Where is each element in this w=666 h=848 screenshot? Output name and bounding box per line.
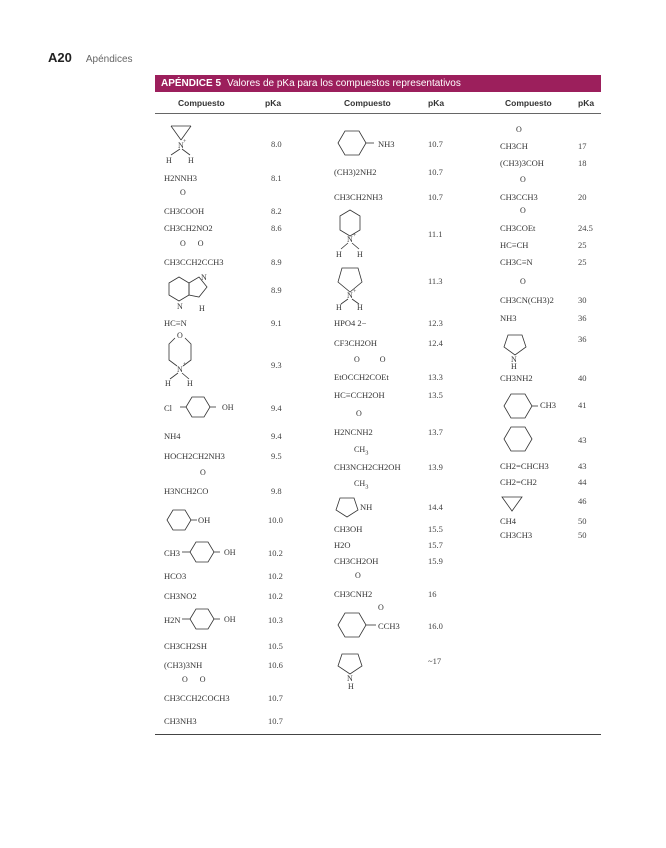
svg-text:+: + — [353, 289, 357, 295]
svg-text:+: + — [353, 233, 357, 239]
table-title-bar — [155, 75, 601, 92]
page-header — [48, 50, 133, 65]
benzene-ring-structure — [180, 394, 214, 420]
compound-formula: HOCH2CH2NH3 — [164, 451, 225, 461]
pka-value: 15.5 — [428, 524, 443, 534]
hydroxyl-label: OH — [224, 548, 236, 557]
pka-value: 13.3 — [428, 372, 443, 382]
svg-text:H: H — [357, 303, 363, 312]
compound-formula: (CH3)2NH2 — [334, 167, 377, 177]
piperidinium-structure — [334, 206, 374, 260]
compound-formula: HC≡CCH2OH — [334, 390, 385, 400]
pka-value: 16 — [428, 589, 437, 599]
pka-value: 13.5 — [428, 390, 443, 400]
svg-text:+: + — [183, 139, 187, 145]
svg-text:N: N — [178, 141, 184, 150]
compound-formula: H2NCNH2 — [334, 427, 373, 437]
pka-value: 15.7 — [428, 540, 443, 550]
carbonyl-oxygen: O — [180, 188, 186, 197]
col3-compound-header: Compuesto — [505, 98, 552, 108]
svg-text:N: N — [347, 291, 353, 300]
svg-text:H: H — [166, 156, 172, 165]
compound-formula: CH3CCH2COCH3 — [164, 693, 230, 703]
svg-text:H: H — [188, 156, 194, 165]
compound-formula: CH2=CHCH3 — [500, 461, 549, 471]
pka-value: 50 — [578, 530, 587, 540]
hydroxyl-label: OH — [198, 515, 211, 525]
pka-value: 46 — [578, 496, 587, 506]
svg-text:H: H — [187, 379, 193, 388]
pka-value: 12.4 — [428, 338, 443, 348]
pka-value: 8.9 — [271, 285, 282, 295]
pka-value: 14.4 — [428, 502, 443, 512]
pka-value: 25 — [578, 257, 587, 267]
methyl-label: $CH_3$ — [354, 479, 369, 491]
compound-formula: CF3CH2OH — [334, 338, 377, 348]
compound-formula: CH3NH3 — [164, 716, 197, 726]
compound-formula: CH2=CH2 — [500, 477, 537, 487]
pyrrole-structure — [334, 648, 366, 691]
benzene-ring-structure — [182, 539, 220, 565]
compound-formula: CH3NO2 — [164, 591, 197, 601]
pka-value: 40 — [578, 373, 587, 383]
carbonyl-oxygen: O O — [354, 355, 386, 364]
cyclohexenol-structure — [163, 507, 199, 533]
compound-formula: CH3CH3 — [500, 530, 533, 540]
pka-value: 30 — [578, 295, 587, 305]
pka-value: 8.2 — [271, 206, 282, 216]
pka-value: 8.0 — [271, 139, 282, 149]
svg-text:N: N — [511, 355, 517, 364]
pka-value: 9.8 — [271, 486, 282, 496]
col2-pka-header: pKa — [428, 98, 445, 108]
carbonyl-oxygen: O — [516, 125, 522, 134]
pka-value: 13.9 — [428, 462, 443, 472]
compound-formula: CH3CCH3 — [500, 192, 538, 202]
compound-formula: H2NNH3 — [164, 173, 198, 183]
carbonyl-oxygen: O O — [182, 675, 206, 684]
svg-text:H: H — [165, 379, 171, 388]
pka-value: 43 — [578, 461, 587, 471]
bottom-rule — [155, 734, 601, 735]
compound-formula: HCO3 — [164, 571, 187, 581]
pyrrolidine-structure — [500, 331, 532, 371]
carbonyl-oxygen: O — [520, 277, 526, 286]
svg-text:N: N — [177, 365, 183, 374]
compound-formula: CH3CH2OH — [334, 556, 379, 566]
pka-value: 36 — [578, 313, 587, 323]
benzene-ring-structure — [500, 391, 540, 421]
methyl-label: $CH_3$ — [354, 445, 369, 457]
morpholinium-structure — [163, 330, 203, 388]
compound-formula: CH3 — [164, 548, 181, 558]
pka-value: 9.5 — [271, 451, 282, 461]
compound-formula: NH3 — [378, 139, 395, 149]
compound-formula: CCH3 — [378, 621, 400, 631]
pka-value: 9.4 — [271, 431, 282, 441]
pka-value: 10.6 — [268, 660, 283, 670]
pka-value: 13.7 — [428, 427, 443, 437]
compound-formula: (CH3)3NH — [164, 660, 203, 670]
pka-value: 10.7 — [268, 716, 283, 726]
compound-formula: CH3 — [540, 400, 557, 410]
compound-formula: HC≡N — [164, 318, 187, 328]
compound-formula: CH3COEt — [500, 223, 536, 233]
carbonyl-oxygen: O — [356, 409, 362, 418]
pka-value: 10.7 — [428, 192, 443, 202]
pka-value: 10.2 — [268, 548, 283, 558]
carbonyl-oxygen: O — [200, 468, 206, 477]
purine-structure — [163, 271, 219, 313]
svg-text:N: N — [201, 273, 207, 282]
pka-value: 8.6 — [271, 223, 282, 233]
compound-formula: HC≡CH — [500, 240, 529, 250]
carbonyl-oxygen: O — [520, 175, 526, 184]
aziridinium-structure — [165, 122, 205, 164]
cyclohexene-ring-structure — [500, 424, 536, 454]
pka-value: 10.7 — [268, 693, 283, 703]
pka-value: 17 — [578, 141, 587, 151]
cyclopropane-structure — [500, 494, 526, 514]
compound-formula: CH4 — [500, 516, 517, 526]
svg-text:N: N — [347, 235, 353, 244]
compound-formula: CH3C≡N — [500, 257, 533, 267]
compound-formula: CH3CH2SH — [164, 641, 207, 651]
pka-value: 10.7 — [428, 139, 443, 149]
svg-text:H: H — [199, 304, 205, 313]
carbonyl-oxygen: O — [355, 571, 361, 580]
pka-value: 20 — [578, 192, 587, 202]
pka-value: 16.0 — [428, 621, 443, 631]
pka-value: 18 — [578, 158, 587, 168]
col2-compound-header: Compuesto — [344, 98, 391, 108]
hydroxyl-label: OH — [222, 403, 234, 412]
col3-pka-header: pKa — [578, 98, 595, 108]
svg-text:H: H — [357, 250, 363, 259]
pyrrolidinium-structure — [334, 262, 374, 310]
pka-value: 10.5 — [268, 641, 283, 651]
pka-value: 15.9 — [428, 556, 443, 566]
compound-formula: CH3CNH2 — [334, 589, 373, 599]
svg-text:O: O — [177, 331, 183, 340]
pka-value: 8.1 — [271, 173, 282, 183]
carbonyl-oxygen: O O — [180, 239, 204, 248]
compound-formula: CH3NH2 — [500, 373, 533, 383]
pka-value: 41 — [578, 400, 587, 410]
imidazolium-ring-structure — [334, 492, 360, 518]
pka-value: 24.5 — [578, 223, 593, 233]
compound-formula: CH3CH — [500, 141, 528, 151]
pka-value: 9.4 — [271, 403, 282, 413]
cyclohexane-ring-structure — [334, 128, 374, 158]
pka-value: 8.9 — [271, 257, 282, 267]
col1-compound-header: Compuesto — [178, 98, 225, 108]
compound-formula: CH3CH2NO2 — [164, 223, 213, 233]
carbonyl-oxygen: O — [520, 206, 526, 215]
benzene-ring-structure — [182, 606, 220, 632]
pka-value: ~17 — [428, 656, 442, 666]
compound-formula: (CH3)3COH — [500, 158, 544, 168]
pka-value: 44 — [578, 477, 587, 487]
section-name: Apéndices — [85, 54, 133, 65]
compound-formula: H2N — [164, 615, 181, 625]
svg-text:H: H — [348, 682, 354, 691]
pka-value: 9.3 — [271, 360, 282, 370]
compound-formula: CH3CH2NH3 — [334, 192, 383, 202]
svg-text:N: N — [177, 302, 183, 311]
pka-value: 10.3 — [268, 615, 283, 625]
compound-formula: NH — [360, 502, 373, 512]
pka-value: 10.2 — [268, 591, 283, 601]
appendix-number: APÉNDICE 5 — [161, 78, 222, 89]
hydroxyl-label: OH — [224, 615, 236, 624]
col1-pka-header: pKa — [265, 98, 282, 108]
compound-formula: CH3COOH — [164, 206, 205, 216]
compound-formula: CH3CN(CH3)2 — [500, 295, 554, 305]
pka-value: 9.1 — [271, 318, 282, 328]
header-rule — [155, 113, 601, 114]
compound-formula: CH3CCH2CCH3 — [164, 257, 224, 267]
pka-value: 50 — [578, 516, 587, 526]
compound-formula: NH3 — [500, 313, 517, 323]
compound-formula: NH4 — [164, 431, 181, 441]
compound-formula: HPO4 2− — [334, 318, 367, 328]
pka-value: 12.3 — [428, 318, 443, 328]
svg-text:H: H — [511, 362, 517, 371]
pka-value: 10.7 — [428, 167, 443, 177]
compound-formula: CH3OH — [334, 524, 363, 534]
svg-text:+: + — [183, 362, 187, 368]
pka-value: 11.1 — [428, 229, 443, 239]
compound-formula: EtOCCH2COEt — [334, 372, 389, 382]
compound-formula: CH3NCH2CH2OH — [334, 462, 401, 472]
pka-value: 10.2 — [268, 571, 283, 581]
pka-value: 36 — [578, 334, 587, 344]
svg-text:H: H — [336, 303, 342, 312]
cyclohexane-ring-structure — [334, 610, 376, 640]
compound-formula: Cl — [164, 403, 173, 413]
table-title: Valores de pKa para los compuestos representativos — [227, 78, 461, 89]
pka-value: 10.0 — [268, 515, 283, 525]
pka-value: 11.3 — [428, 276, 443, 286]
carbonyl-oxygen: O — [378, 603, 384, 612]
compound-formula: H3NCH2CO — [164, 486, 209, 496]
pka-value: 25 — [578, 240, 587, 250]
svg-text:N: N — [347, 674, 353, 683]
page-number: A20 — [48, 50, 72, 65]
svg-text:H: H — [336, 250, 342, 259]
pka-value: 43 — [578, 435, 587, 445]
compound-formula: H2O — [334, 540, 351, 550]
